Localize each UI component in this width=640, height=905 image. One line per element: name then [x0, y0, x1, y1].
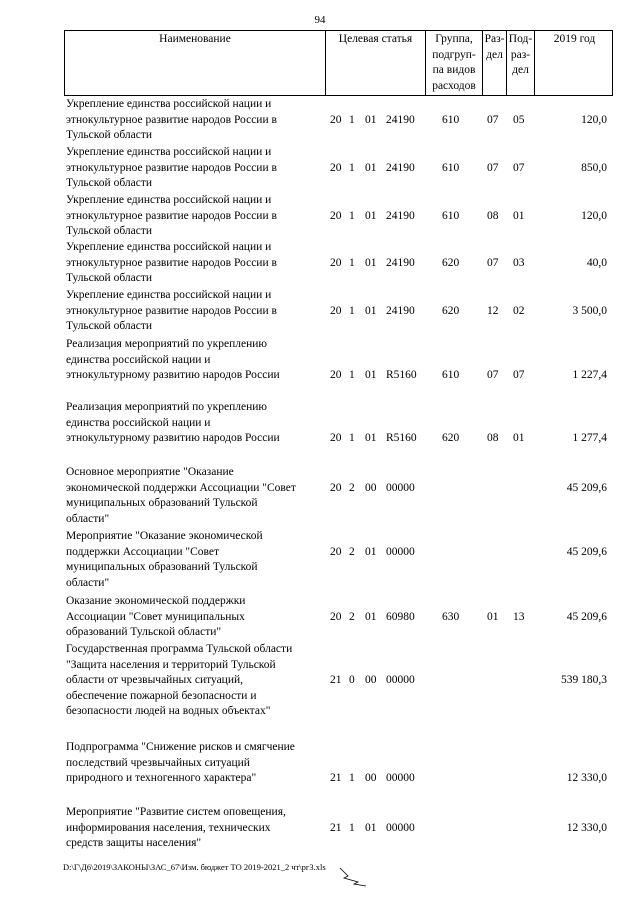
cell-r: 07: [487, 256, 499, 269]
cell-amt: 45 209,6: [566, 481, 607, 494]
row-name-line: последствий чрезвычайных ситуаций: [66, 756, 250, 769]
cell-pr: 05: [513, 113, 525, 126]
row-name-line: Реализация мероприятий по укреплению: [66, 338, 268, 350]
row-name-line: Укрепление единства российской нации и: [66, 194, 272, 206]
row-name: [66, 145, 328, 192]
cell-n: R5160: [386, 369, 417, 381]
cell-m: 01: [365, 256, 377, 269]
cell-p: 20: [330, 545, 342, 558]
row-name: [66, 193, 328, 240]
cell-s: 1: [349, 772, 355, 784]
cell-m: 00: [365, 772, 377, 784]
row-name-line: Тульской области: [66, 225, 153, 237]
cell-r: 12: [487, 304, 499, 317]
header-year: 2019 год: [553, 33, 596, 45]
row-name-line: единства российской нации и: [66, 353, 211, 366]
row-name-line: обеспечение пожарной безопасности и: [66, 689, 257, 702]
row-name-line: Тульской области: [66, 320, 153, 332]
cell-pr: 13: [513, 610, 525, 623]
cell-n: 24190: [386, 209, 415, 222]
cell-n: 00000: [386, 674, 415, 686]
row-name-line: Подпрограмма "Снижение рисков и смягчение: [66, 741, 295, 753]
cell-s: 1: [349, 113, 355, 126]
cell-g: 610: [442, 113, 460, 126]
row-name: [66, 740, 328, 787]
cell-n: 00000: [386, 481, 415, 494]
cell-amt: 45 209,6: [566, 545, 607, 558]
cell-amt: 12 330,0: [566, 821, 607, 834]
row-name-line: Мероприятие "Оказание экономической: [66, 530, 263, 542]
cell-pr: 07: [513, 369, 525, 381]
row-name-line: муниципальных образований Тульской: [66, 497, 258, 509]
cell-g: 630: [442, 610, 460, 623]
cell-s: 0: [349, 674, 355, 686]
row-name-line: единства российской нации и: [66, 416, 211, 429]
row-name-line: Укрепление единства российской нации и: [66, 241, 272, 253]
cell-m: 00: [365, 674, 377, 686]
cell-m: 01: [365, 821, 377, 834]
cell-s: 2: [349, 610, 355, 623]
row-name-line: природного и техногенного характера": [66, 772, 257, 784]
cell-g: 620: [442, 304, 460, 317]
cell-p: 20: [330, 369, 342, 381]
cell-p: 20: [330, 256, 342, 269]
cell-n: 00000: [386, 772, 415, 784]
row-name-line: Мероприятие "Развитие систем оповещения,: [66, 806, 286, 818]
cell-pr: 01: [513, 432, 525, 444]
row-name-line: области от чрезвычайных ситуаций,: [66, 674, 244, 686]
cell-pr: 02: [513, 304, 525, 317]
cell-n: 24190: [386, 161, 415, 174]
cell-p: 20: [330, 432, 342, 444]
row-name: [66, 529, 328, 591]
cell-r: 01: [487, 610, 499, 623]
cell-n: 60980: [386, 610, 415, 623]
cell-p: 20: [330, 161, 342, 174]
cell-m: 01: [365, 161, 377, 174]
row-name-line: Укрепление единства российской нации и: [66, 146, 272, 158]
cell-g: 620: [442, 432, 460, 444]
cell-amt: 120,0: [581, 209, 607, 222]
cell-n: 24190: [386, 113, 415, 126]
row-name-line: безопасности людей на водных объектах": [66, 705, 271, 717]
row-name-line: области": [66, 512, 110, 525]
row-name: [66, 97, 328, 144]
row-name: [66, 400, 328, 447]
row-name-line: средств защиты населения": [66, 837, 202, 849]
cell-p: 21: [330, 772, 342, 784]
row-name-line: этнокультурное развитие народов России в: [66, 209, 277, 222]
cell-r: 07: [487, 369, 499, 381]
header-section: Раз- дел: [483, 31, 507, 95]
cell-s: 2: [349, 545, 355, 558]
page-number: 94: [314, 14, 326, 26]
row-name: [66, 805, 328, 852]
cell-amt: 1 227,4: [572, 369, 607, 381]
cell-m: 01: [365, 545, 377, 558]
cell-n: 00000: [386, 821, 415, 834]
cell-p: 20: [330, 304, 342, 317]
row-name-line: Ассоциации "Совет муниципальных: [66, 610, 245, 623]
row-name: [66, 240, 328, 287]
table-header: [64, 30, 613, 96]
cell-r: 07: [487, 161, 499, 174]
row-name-line: Оказание экономической поддержки: [66, 595, 246, 607]
cell-pr: 01: [513, 209, 525, 222]
cell-r: 08: [487, 432, 499, 444]
cell-m: 01: [365, 610, 377, 623]
file-path-footer: D:\Г\Д6\2019\ЗАКОНЫ\ЗАС_67\Изм. бюджет ТО 2019-2021_2 чт\рг3.xls: [63, 862, 326, 872]
cell-s: 1: [349, 256, 355, 269]
row-name-line: этнокультурное развитие народов России в: [66, 304, 277, 317]
row-name-line: Укрепление единства российской нации и: [66, 98, 272, 110]
row-name-line: Тульской области: [66, 272, 153, 284]
header-name: Наименование: [65, 31, 326, 95]
row-name: [66, 594, 328, 641]
cell-p: 20: [330, 209, 342, 222]
row-name-line: этнокультурное развитие народов России в: [66, 161, 277, 174]
cell-g: 610: [442, 369, 460, 381]
cell-n: 00000: [386, 545, 415, 558]
cell-amt: 850,0: [581, 161, 607, 174]
row-name-line: информирования населения, технических: [66, 821, 271, 834]
row-name-line: муниципальных образований Тульской: [66, 561, 258, 573]
cell-m: 01: [365, 209, 377, 222]
row-name-line: Основное мероприятие "Оказание: [66, 466, 234, 478]
header-expense-group: Группа, подгруп- па видов расходов: [426, 31, 483, 95]
cell-p: 21: [330, 674, 342, 686]
cell-r: 07: [487, 113, 499, 126]
cell-n: 24190: [386, 256, 415, 269]
cell-p: 20: [330, 610, 342, 623]
row-name: [66, 288, 328, 335]
cell-n: R5160: [386, 432, 417, 444]
cell-s: 1: [349, 209, 355, 222]
cell-m: 01: [365, 304, 377, 317]
cell-g: 610: [442, 209, 460, 222]
row-name-line: области": [66, 576, 110, 589]
cell-p: 20: [330, 113, 342, 126]
cell-g: 610: [442, 161, 460, 174]
cell-m: 01: [365, 432, 377, 444]
cell-s: 1: [349, 304, 355, 317]
row-name-line: этнокультурному развитию народов России: [66, 369, 280, 381]
cell-amt: 3 500,0: [572, 304, 607, 317]
row-name-line: Тульской области: [66, 129, 153, 141]
cell-s: 1: [349, 161, 355, 174]
cell-s: 1: [349, 821, 355, 834]
row-name-line: экономической поддержки Ассоциации "Совет: [66, 481, 296, 494]
cell-s: 1: [349, 432, 355, 444]
header-subsection: Под- раз- дел: [507, 31, 535, 95]
row-name: [66, 642, 328, 720]
cell-m: 00: [365, 481, 377, 494]
cell-amt: 12 330,0: [566, 772, 607, 784]
cell-amt: 539 180,3: [561, 674, 607, 686]
cell-n: 24190: [386, 304, 415, 317]
cell-s: 2: [349, 481, 355, 494]
cell-amt: 120,0: [581, 113, 607, 126]
row-name-line: "Защита населения и территорий Тульской: [66, 658, 276, 671]
row-name-line: образований Тульской области": [66, 626, 222, 638]
cell-g: 620: [442, 256, 460, 269]
cell-m: 01: [365, 369, 377, 381]
row-name-line: этнокультурное развитие народов России в: [66, 256, 277, 269]
row-name-line: этнокультурному развитию народов России: [66, 432, 280, 444]
header-target-article: Целевая статья: [326, 31, 426, 95]
cell-p: 20: [330, 481, 342, 494]
cell-amt: 45 209,6: [566, 610, 607, 623]
cell-s: 1: [349, 369, 355, 381]
row-name-line: Государственная программа Тульской области: [66, 643, 293, 655]
cell-pr: 03: [513, 256, 525, 269]
handwritten-mark: [338, 864, 368, 888]
row-name-line: Реализация мероприятий по укреплению: [66, 401, 268, 413]
cell-pr: 07: [513, 161, 525, 174]
row-name-line: Укрепление единства российской нации и: [66, 289, 272, 301]
row-name-line: этнокультурное развитие народов России в: [66, 113, 277, 126]
cell-r: 08: [487, 209, 499, 222]
row-name: [66, 337, 328, 384]
cell-amt: 40,0: [586, 256, 607, 269]
cell-p: 21: [330, 821, 342, 834]
row-name: [66, 465, 328, 527]
row-name-line: Тульской области: [66, 177, 153, 189]
cell-amt: 1 277,4: [572, 432, 607, 444]
row-name-line: поддержки Ассоциации "Совет: [66, 545, 220, 558]
cell-m: 01: [365, 113, 377, 126]
